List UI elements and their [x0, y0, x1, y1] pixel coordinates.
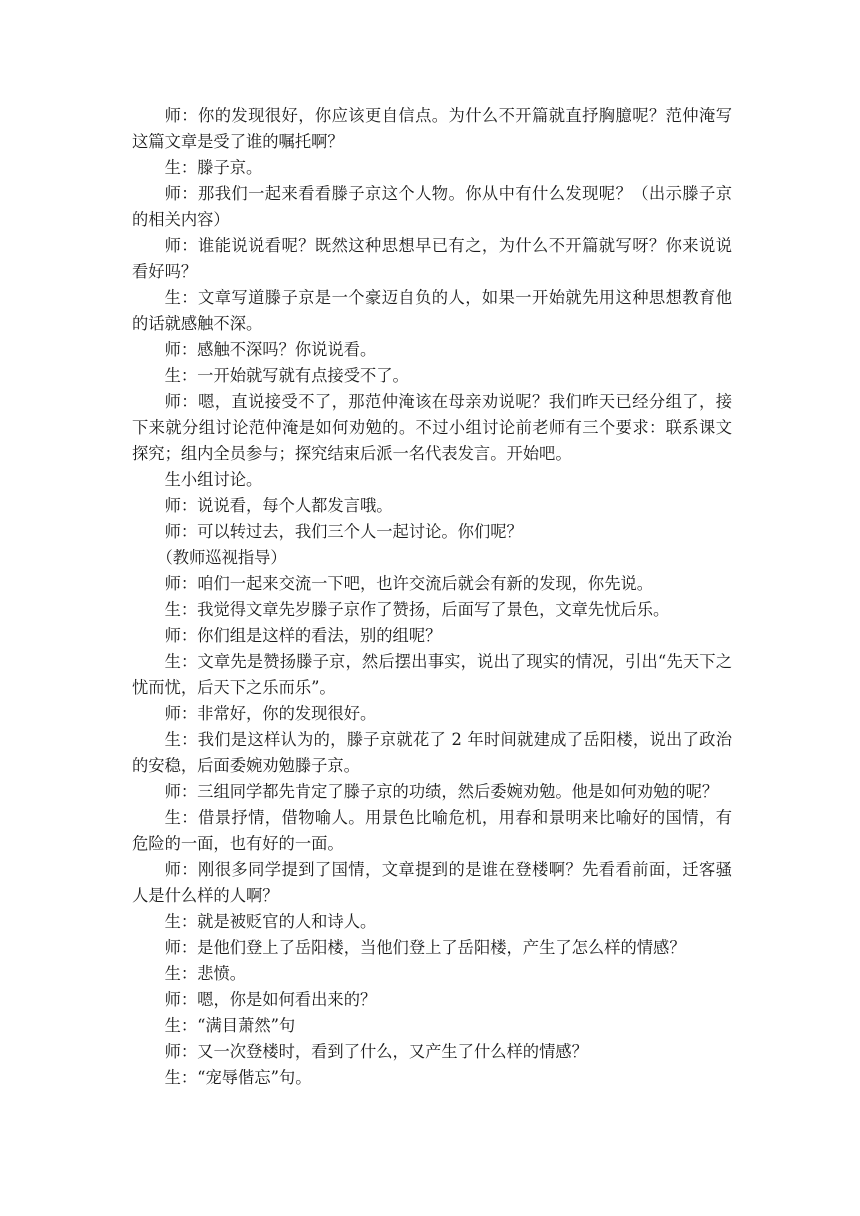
dialogue-paragraph: 生：我觉得文章先岁滕子京作了赞扬，后面写了景色，文章先忧后乐。 — [164, 600, 670, 619]
dialogue-paragraph: 生：借景抒情，借物喻人。用景色比喻危机，用春和景明来比喻好的国情，有危险的一面，也有好的一面。 — [132, 808, 732, 853]
dialogue-paragraph: 师：可以转过去，我们三个人一起讨论。你们呢？ — [164, 522, 523, 541]
dialogue-paragraph: 生：文章写道滕子京是一个豪迈自负的人，如果一开始就先用这种思想教育他的话就感触不深。 — [132, 288, 732, 333]
dialogue-paragraph: 师：感触不深吗？你说说看。 — [164, 340, 377, 359]
dialogue-paragraph: 师：嗯，直说接受不了，那范仲淹该在母亲劝说呢？我们昨天已经分组了，接下来就分组讨论范仲淹是如何劝勉的。不过小组讨论前老师有三个要求：联系课文探究；组内全员参与；探究结束后派一名代表发言。开始吧。 — [132, 392, 732, 463]
dialogue-paragraph: 师：又一次登楼时，看到了什么，又产生了什么样的情感？ — [164, 1042, 588, 1061]
dialogue-paragraph: 师：三组同学都先肯定了滕子京的功绩，然后委婉劝勉。他是如何劝勉的呢？ — [164, 782, 719, 801]
dialogue-paragraph: 师：咱们一起来交流一下吧，也许交流后就会有新的发现，你先说。 — [164, 574, 654, 593]
dialogue-paragraph: 生：滕子京。 — [164, 158, 263, 177]
dialogue-paragraph: 师：你们组是这样的看法，别的组呢？ — [164, 626, 442, 645]
dialogue-paragraph: 生：一开始就写就有点接受不了。 — [164, 366, 409, 385]
document-page — [132, 103, 732, 1091]
dialogue-paragraph: 师：是他们登上了岳阳楼，当他们登上了岳阳楼，产生了怎么样的情感？ — [164, 938, 686, 957]
dialogue-paragraph: 生：文章先是赞扬滕子京，然后摆出事实，说出了现实的情况，引出“先天下之忧而忧，后天下之乐而乐”。 — [132, 652, 732, 697]
dialogue-paragraph: 师：非常好，你的发现很好。 — [164, 704, 377, 723]
dialogue-paragraph: 师：谁能说说看呢？既然这种思想早已有之，为什么不开篇就写呀？你来说说看好吗？ — [132, 236, 732, 281]
dialogue-paragraph: 生：“宠辱偕忘”句。 — [164, 1068, 312, 1087]
dialogue-paragraph: 师：你的发现很好，你应该更自信点。为什么不开篇就直抒胸臆呢？范仲淹写这篇文章是受了谁的嘱托啊？ — [132, 106, 732, 151]
dialogue-paragraph: 生：我们是这样认为的，滕子京就花了 2 年时间就建成了岳阳楼，说出了政治的安稳，后面委婉劝勉滕子京。 — [132, 730, 732, 775]
stage-direction: （教师巡视指导） — [156, 548, 287, 567]
dialogue-paragraph: 生：悲愤。 — [164, 964, 247, 983]
dialogue-paragraph: 师：那我们一起来看看滕子京这个人物。你从中有什么发现呢？（出示滕子京的相关内容） — [132, 184, 732, 229]
dialogue-paragraph: 生：“满目萧然”句 — [164, 1016, 296, 1035]
dialogue-paragraph: 师：嗯，你是如何看出来的？ — [164, 990, 377, 1009]
dialogue-paragraph: 生：就是被贬官的人和诗人。 — [164, 912, 377, 931]
dialogue-paragraph: 生小组讨论。 — [164, 470, 263, 489]
dialogue-paragraph: 师：说说看，每个人都发言哦。 — [164, 496, 393, 515]
dialogue-paragraph: 师：刚很多同学提到了国情，文章提到的是谁在登楼啊？先看看前面，迁客骚人是什么样的人啊？ — [132, 860, 732, 905]
